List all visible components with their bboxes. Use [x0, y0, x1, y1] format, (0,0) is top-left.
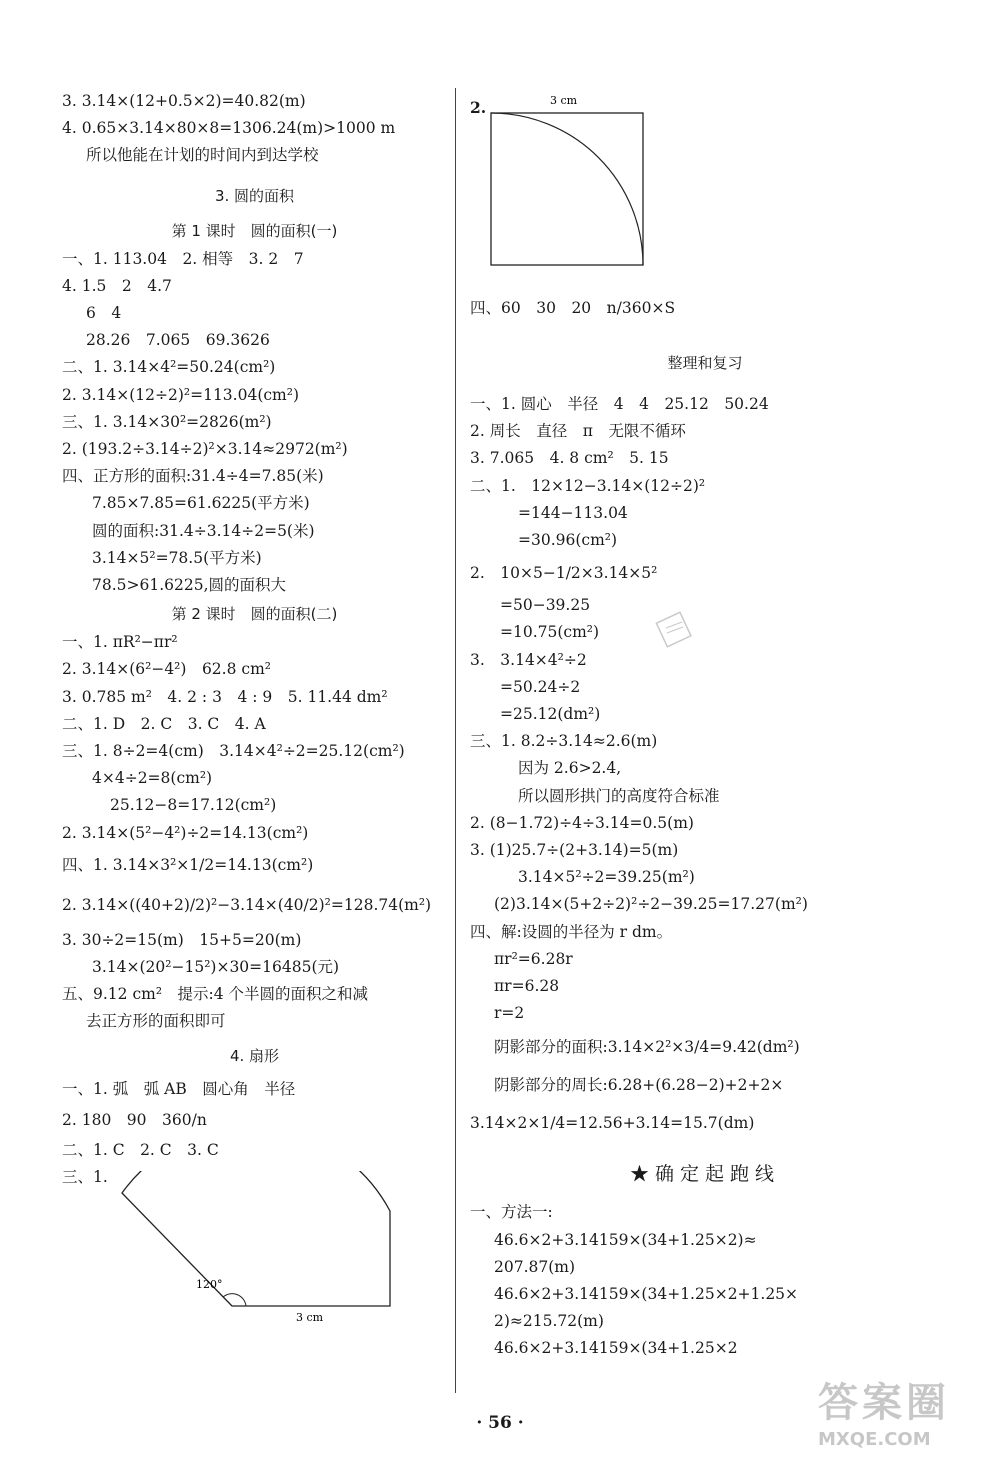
answer-line: 3. (1)25.7÷(2+3.14)=5(m)	[470, 841, 679, 860]
section-title: 整理和复习	[667, 354, 743, 372]
right-column	[470, 88, 940, 1363]
answer-line: 28.26 7.065 69.3626	[86, 331, 270, 350]
answer-line: 二、1. C 2. C 3. C	[62, 1140, 219, 1159]
watermark	[818, 1378, 988, 1464]
watermark-bottom: MXQE.COM	[818, 1429, 931, 1450]
answer-line: =25.12(dm²)	[500, 705, 601, 724]
answer-line: (2)3.14×(5+2÷2)²÷2−39.25=17.27(m²)	[494, 895, 808, 914]
answer-line: 3.14×2×1/4=12.56+3.14=15.7(dm)	[470, 1114, 755, 1133]
answer-line: 7.85×7.85=61.6225(平方米)	[92, 494, 310, 513]
stamp-mark	[655, 610, 695, 650]
answer-line: 2. 周长 直径 π 无限不循环	[470, 422, 686, 441]
answer-line: 三、1.	[62, 1168, 108, 1187]
answer-line: 2. (193.2÷3.14÷2)²×3.14≈2972(m²)	[62, 440, 348, 459]
answer-line: 一、1. 弧 弧 AB 圆心角 半径	[62, 1079, 296, 1098]
sector-figure	[62, 1171, 447, 1322]
answer-line: 去正方形的面积即可	[86, 1012, 226, 1031]
section-title: ★确定起跑线	[629, 1163, 780, 1186]
answer-line: 3. 3.14×4²÷2	[470, 650, 587, 669]
answer-line: 三、1. 3.14×30²=2826(m²)	[62, 412, 272, 431]
answer-line: 3.14×5²÷2=39.25(m²)	[518, 868, 695, 887]
answer-line: 二、1. D 2. C 3. C 4. A	[62, 714, 266, 733]
answer-line: 所以圆形拱门的高度符合标准	[518, 786, 720, 805]
answer-line: 五、9.12 cm² 提示:4 个半圆的面积之和减	[62, 985, 369, 1004]
answer-line: 一、1. 113.04 2. 相等 3. 2 7	[62, 249, 304, 268]
answer-line: 25.12−8=17.12(cm²)	[110, 796, 277, 815]
answer-line: 3.14×5²=78.5(平方米)	[92, 548, 262, 567]
answer-line: 所以他能在计划的时间内到达学校	[86, 146, 319, 165]
answer-line: 因为 2.6>2.4,	[518, 759, 622, 778]
answer-line: r=2	[494, 1004, 525, 1023]
answer-line: πr²=6.28r	[494, 949, 573, 968]
answer-line: 2. 180 90 360/n	[62, 1110, 207, 1129]
answer-line: 2. 10×5−1/2×3.14×5²	[470, 564, 658, 583]
answer-line: 3. 3.14×(12+0.5×2)=40.82(m)	[62, 92, 306, 110]
answer-line: 三、1. 8÷2=4(cm) 3.14×4²÷2=25.12(cm²)	[62, 742, 405, 761]
answer-line: 四、60 30 20 n/360×S	[470, 299, 676, 317]
answer-line: 四、1. 3.14×3²×1/2=14.13(cm²)	[62, 855, 314, 874]
answer-line: 一、1. 圆心 半径 4 4 25.12 50.24	[470, 395, 769, 413]
answer-line: 二、1. 3.14×4²=50.24(cm²)	[62, 358, 276, 377]
answer-line: 2. 3.14×(6²−4²) 62.8 cm²	[62, 660, 271, 679]
answer-line: 2. 3.14×((40+2)/2)²−3.14×(40/2)²=128.74(m²)	[62, 895, 432, 914]
answer-line: 46.6×2+3.14159×(34+1.25×2+1.25×	[494, 1285, 799, 1304]
answer-line: 阴影部分的周长:6.28+(6.28−2)+2+2×	[494, 1076, 784, 1095]
answer-line: =10.75(cm²)	[500, 623, 600, 642]
watermark-top: 答案圈	[818, 1380, 950, 1426]
lesson-title: 第 1 课时 圆的面积(一)	[171, 221, 338, 240]
answer-line: =50−39.25	[500, 596, 591, 615]
lesson-title: 第 2 课时 圆的面积(二)	[171, 605, 338, 624]
answer-line: 4×4÷2=8(cm²)	[92, 769, 213, 788]
sector-angle-label: 120°	[196, 1278, 223, 1292]
answer-line: 4. 0.65×3.14×80×8=1306.24(m)>1000 m	[62, 119, 396, 138]
answer-line: 46.6×2+3.14159×(34+1.25×2	[494, 1339, 738, 1358]
sector-drawing	[102, 1171, 402, 1321]
figure-number: 2.	[470, 98, 487, 117]
column-divider	[455, 88, 456, 1393]
answer-line: πr=6.28	[494, 977, 560, 996]
answer-line: 3. 30÷2=15(m) 15+5=20(m)	[62, 930, 302, 949]
answer-line: =30.96(cm²)	[518, 531, 618, 550]
answer-line: 46.6×2+3.14159×(34+1.25×2)≈	[494, 1230, 757, 1249]
answer-line: 三、1. 8.2÷3.14≈2.6(m)	[470, 732, 658, 751]
side-length-label: 3 cm	[550, 94, 578, 107]
answer-line: 207.87(m)	[494, 1257, 576, 1276]
answer-line: 4. 1.5 2 4.7	[62, 276, 172, 295]
answer-line: 2. (8−1.72)÷4÷3.14=0.5(m)	[470, 813, 694, 832]
answer-line: 一、方法一:	[470, 1203, 553, 1222]
section-title: 4. 扇形	[229, 1046, 280, 1065]
answer-line: 2. 3.14×(12÷2)²=113.04(cm²)	[62, 385, 300, 404]
page-number: · 56 ·	[476, 1413, 524, 1433]
quarter-circle-drawing	[488, 88, 688, 278]
answer-line: 78.5>61.6225,圆的面积大	[92, 576, 287, 595]
answer-line: 一、1. πR²−πr²	[62, 633, 178, 652]
answer-line: 四、解:设圆的半径为 r dm。	[470, 922, 673, 941]
answer-line: 3. 0.785 m² 4. 2 : 3 4 : 9 5. 11.44 dm²	[62, 687, 388, 706]
answer-line: 阴影部分的面积:3.14×2²×3/4=9.42(dm²)	[494, 1038, 800, 1057]
answer-line: 四、正方形的面积:31.4÷4=7.85(米)	[62, 467, 324, 486]
quarter-circle-figure	[470, 88, 940, 293]
answer-line: 3. 7.065 4. 8 cm² 5. 15	[470, 449, 669, 468]
answer-line: 2. 3.14×(5²−4²)÷2=14.13(cm²)	[62, 823, 309, 842]
answer-line: 圆的面积:31.4÷3.14÷2=5(米)	[92, 521, 315, 540]
sector-radius-label: 3 cm	[296, 1311, 324, 1322]
answer-line: 6 4	[86, 304, 122, 323]
answer-line: 3.14×(20²−15²)×30=16485(元)	[92, 958, 340, 977]
answer-line: =144−113.04	[518, 503, 628, 522]
section-title: 3. 圆的面积	[214, 186, 295, 205]
answer-line: =50.24÷2	[500, 677, 581, 696]
answer-line: 2)≈215.72(m)	[494, 1312, 604, 1331]
answer-line: 二、1. 12×12−3.14×(12÷2)²	[470, 476, 706, 495]
left-column	[62, 88, 447, 1322]
